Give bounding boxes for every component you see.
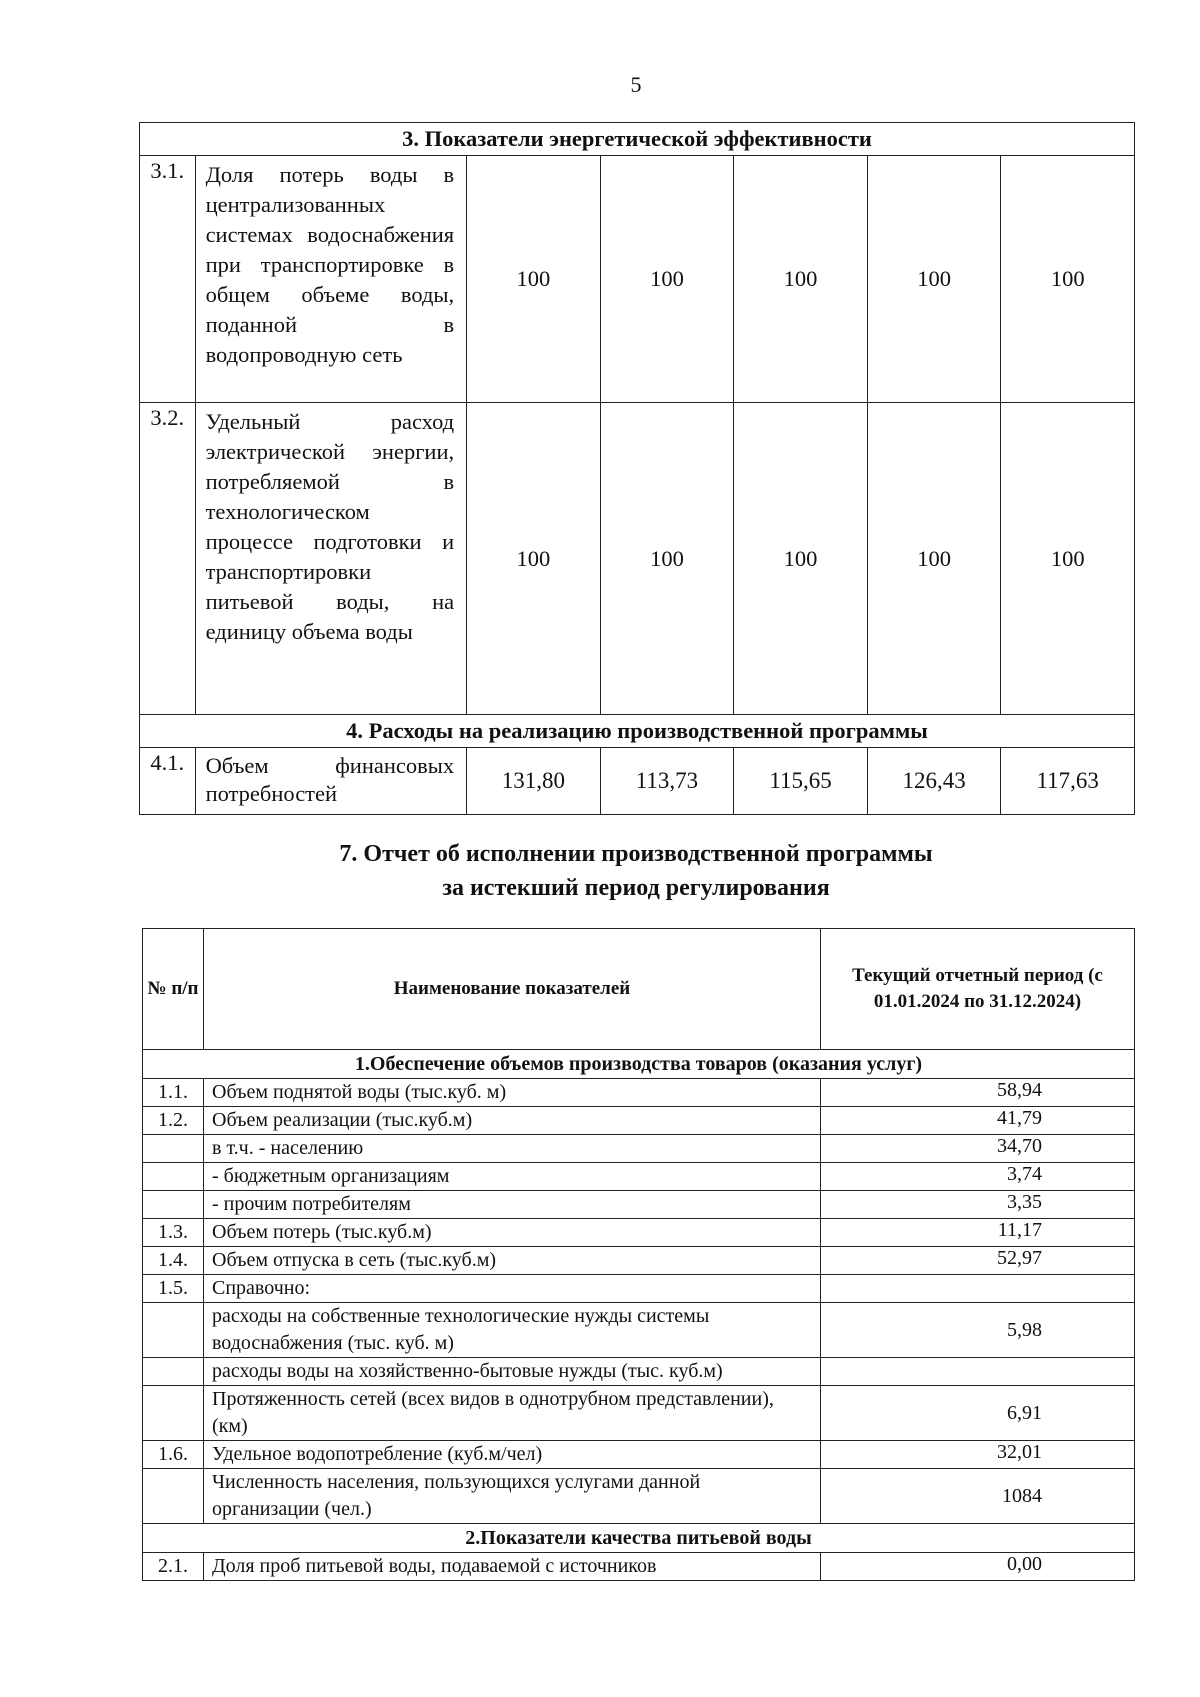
row-name: Объем финансовых потребностей xyxy=(195,748,467,815)
row-number: 1.5. xyxy=(143,1275,204,1303)
row-number xyxy=(143,1386,204,1441)
table-row xyxy=(143,1441,1135,1469)
table-row xyxy=(143,1275,1135,1303)
production-report-table xyxy=(142,928,1135,1581)
table-row xyxy=(143,1303,1135,1358)
row-value: 11,17 xyxy=(821,1219,1135,1247)
energy-efficiency-table xyxy=(139,122,1135,815)
row-name: Справочно: xyxy=(204,1275,821,1303)
row-number: 2.1. xyxy=(143,1553,204,1581)
table-row xyxy=(143,1553,1135,1581)
row-value: 126,43 xyxy=(867,748,1001,815)
header-number: № п/п xyxy=(143,929,204,1050)
row-value: 5,98 xyxy=(821,1303,1135,1358)
row-number: 1.3. xyxy=(143,1219,204,1247)
report-title-line-1: 7. Отчет об исполнении производственной программы xyxy=(339,841,933,867)
row-value: 100 xyxy=(467,403,601,715)
row-number: 3.2. xyxy=(140,403,196,715)
table-row xyxy=(143,1135,1135,1163)
row-value: 100 xyxy=(867,403,1001,715)
row-number: 1.2. xyxy=(143,1107,204,1135)
row-name: Объем реализации (тыс.куб.м) xyxy=(204,1107,821,1135)
row-value: 0,00 xyxy=(821,1553,1135,1581)
row-name: Удельный расход электрической энергии, потребляемой в технологическом процессе подготовки и транспортировки питьевой воды, на единицу объема воды xyxy=(195,403,467,715)
row-number: 1.1. xyxy=(143,1079,204,1107)
row-value: 58,94 xyxy=(821,1079,1135,1107)
row-number xyxy=(143,1163,204,1191)
table-row xyxy=(143,1469,1135,1524)
row-name: Объем отпуска в сеть (тыс.куб.м) xyxy=(204,1247,821,1275)
header-name: Наименование показателей xyxy=(204,929,821,1050)
table-row xyxy=(143,1191,1135,1219)
section-1-title: 1.Обеспечение объемов производства товаров (оказания услуг) xyxy=(143,1050,1135,1079)
row-value: 6,91 xyxy=(821,1386,1135,1441)
row-value: 117,63 xyxy=(1001,748,1135,815)
section-3-title: 3. Показатели энергетической эффективности xyxy=(140,123,1135,156)
row-value: 41,79 xyxy=(821,1107,1135,1135)
row-value: 100 xyxy=(734,403,868,715)
row-name: Объем поднятой воды (тыс.куб. м) xyxy=(204,1079,821,1107)
row-name: Доля проб питьевой воды, подаваемой с источников xyxy=(204,1553,821,1581)
table-row xyxy=(143,1219,1135,1247)
row-number: 1.4. xyxy=(143,1247,204,1275)
table-row xyxy=(140,748,1135,815)
row-value: 131,80 xyxy=(467,748,601,815)
row-number xyxy=(143,1358,204,1386)
row-value xyxy=(821,1275,1135,1303)
row-value: 100 xyxy=(1001,156,1135,403)
row-name: Доля потерь воды в централизованных системах водоснабжения при транспортировке в общем объеме воды, поданной в водопроводную сеть xyxy=(195,156,467,403)
row-name: расходы на собственные технологические нужды системы водоснабжения (тыс. куб. м) xyxy=(204,1303,821,1358)
table-header-row xyxy=(143,929,1135,1050)
row-name: Протяженность сетей (всех видов в однотрубном представлении), (км) xyxy=(204,1386,821,1441)
section-2-title: 2.Показатели качества питьевой воды xyxy=(143,1524,1135,1553)
row-name: Удельное водопотребление (куб.м/чел) xyxy=(204,1441,821,1469)
row-value: 32,01 xyxy=(821,1441,1135,1469)
row-value: 100 xyxy=(867,156,1001,403)
table-row xyxy=(143,1107,1135,1135)
row-value: 1084 xyxy=(821,1469,1135,1524)
row-value: 100 xyxy=(600,403,734,715)
row-value xyxy=(821,1358,1135,1386)
row-name: - прочим потребителям xyxy=(204,1191,821,1219)
row-name: Объем потерь (тыс.куб.м) xyxy=(204,1219,821,1247)
table-row xyxy=(143,1358,1135,1386)
row-value: 3,35 xyxy=(821,1191,1135,1219)
row-number: 1.6. xyxy=(143,1441,204,1469)
table-row xyxy=(140,156,1135,403)
row-number: 3.1. xyxy=(140,156,196,403)
row-number xyxy=(143,1191,204,1219)
row-number xyxy=(143,1469,204,1524)
row-value: 100 xyxy=(1001,403,1135,715)
row-value: 3,74 xyxy=(821,1163,1135,1191)
row-number xyxy=(143,1303,204,1358)
section-4-title: 4. Расходы на реализацию производственной программы xyxy=(140,715,1135,748)
page-number: 5 xyxy=(630,72,642,97)
row-value: 115,65 xyxy=(734,748,868,815)
row-name: расходы воды на хозяйственно-бытовые нужды (тыс. куб.м) xyxy=(204,1358,821,1386)
table-row xyxy=(143,1079,1135,1107)
header-value: Текущий отчетный период (с 01.01.2024 по 31.12.2024) xyxy=(821,929,1135,1050)
row-value: 113,73 xyxy=(600,748,734,815)
report-title-line-2: за истекший период регулирования xyxy=(442,875,830,901)
row-name: в т.ч. - населению xyxy=(204,1135,821,1163)
row-number: 4.1. xyxy=(140,748,196,815)
report-title xyxy=(0,837,1200,905)
row-value: 100 xyxy=(734,156,868,403)
row-name: - бюджетным организациям xyxy=(204,1163,821,1191)
row-value: 34,70 xyxy=(821,1135,1135,1163)
table-row xyxy=(143,1247,1135,1275)
table-row xyxy=(140,403,1135,715)
row-value: 100 xyxy=(467,156,601,403)
row-value: 100 xyxy=(600,156,734,403)
row-number xyxy=(143,1135,204,1163)
table-row xyxy=(143,1163,1135,1191)
row-value: 52,97 xyxy=(821,1247,1135,1275)
table-row xyxy=(143,1386,1135,1441)
row-name: Численность населения, пользующихся услугами данной организации (чел.) xyxy=(204,1469,821,1524)
